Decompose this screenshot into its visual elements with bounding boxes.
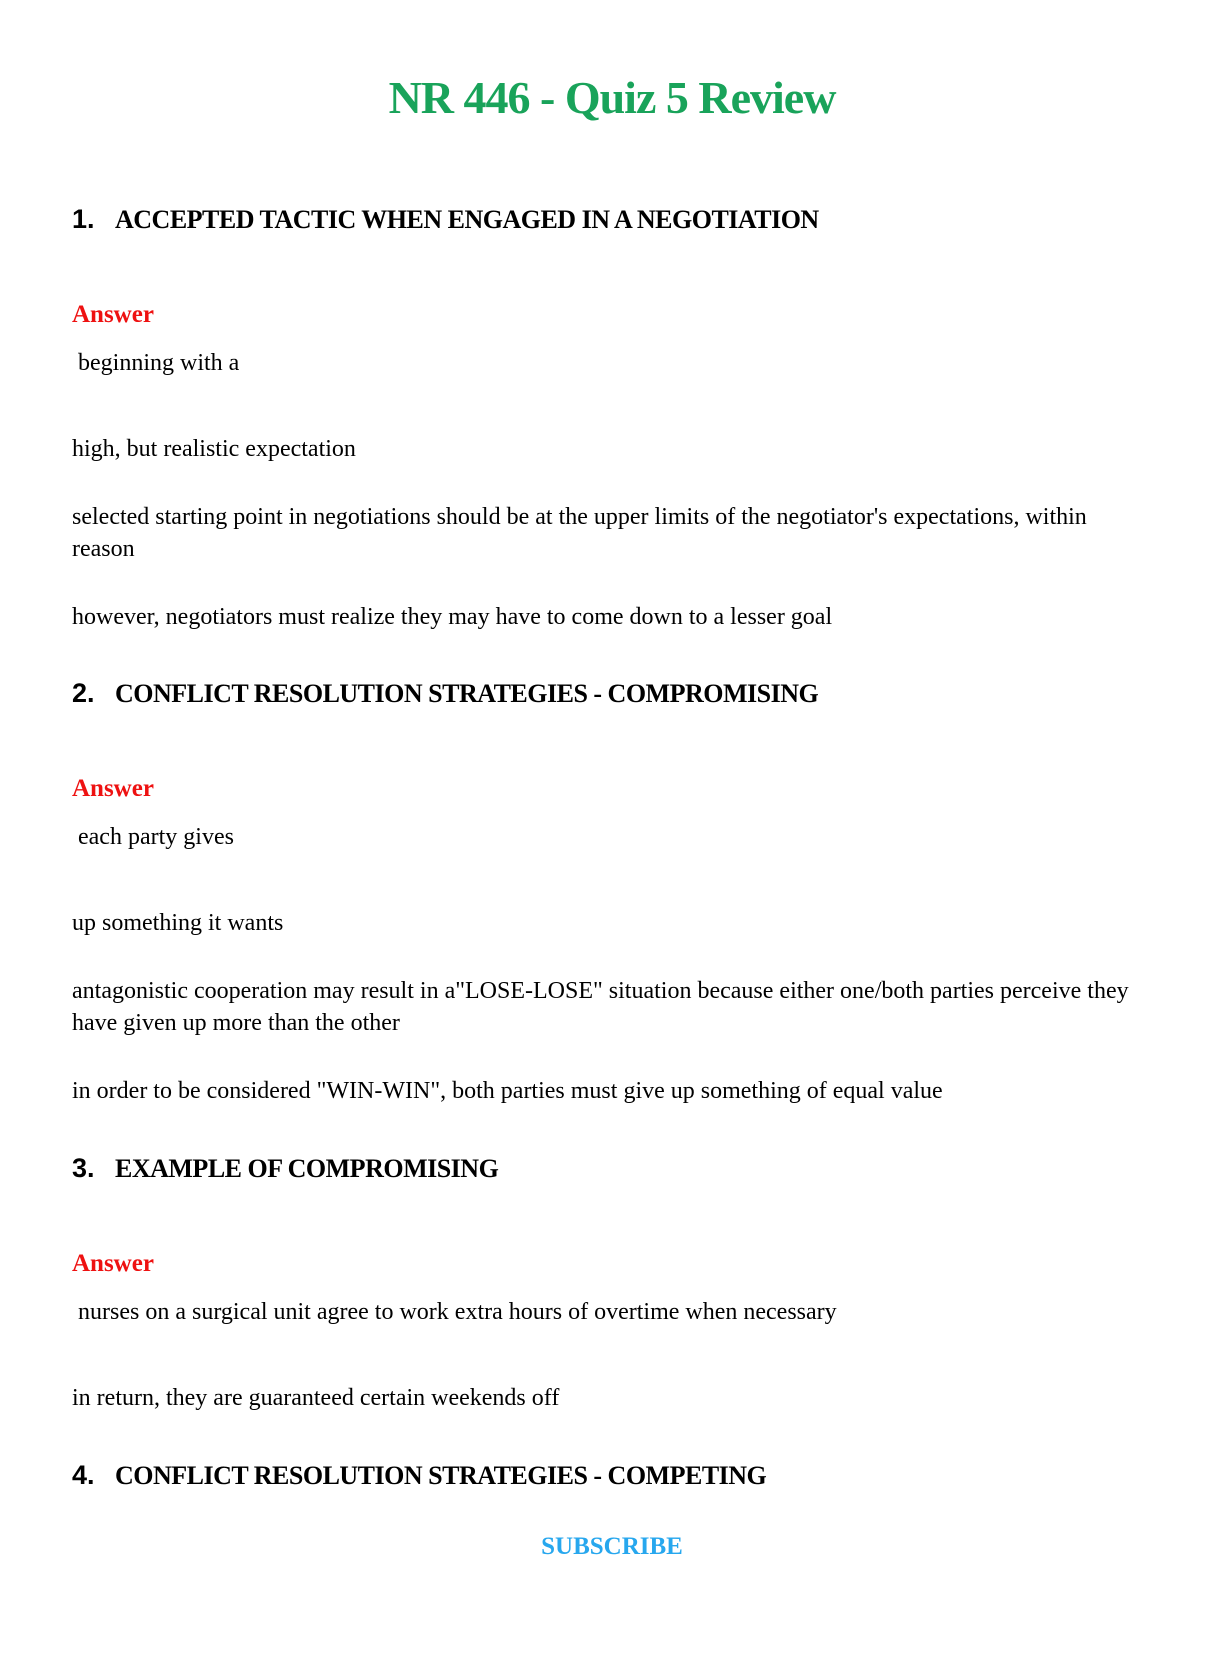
page-title: NR 446 - Quiz 5 Review	[388, 72, 836, 123]
answer-paragraph: in return, they are guaranteed certain weekends off	[72, 1384, 560, 1411]
question-item	[72, 1152, 1152, 1415]
question-item	[72, 203, 1152, 634]
answer-paragraphs	[72, 1297, 1152, 1415]
answer-paragraph: antagonistic cooperation may result in a"LOSE-LOSE" situation because either one/both parties perceive they have given up more than the other	[72, 978, 1135, 1037]
answer-block	[72, 299, 1152, 634]
answer-label: Answer	[72, 1249, 154, 1277]
question-list	[72, 203, 1152, 1493]
question-title: CONFLICT RESOLUTION STRATEGIES - COMPETING	[115, 1460, 767, 1490]
answer-block	[72, 773, 1152, 1108]
question-number: 2.	[72, 678, 95, 709]
question-number: 4.	[72, 1459, 95, 1490]
question-heading	[72, 1459, 1152, 1493]
question-item	[72, 1459, 1152, 1493]
page-footer	[72, 1533, 1152, 1561]
question-title: CONFLICT RESOLUTION STRATEGIES - COMPROMISING	[115, 679, 819, 709]
answer-paragraph: high, but realistic expectation	[72, 435, 356, 462]
question-title: ACCEPTED TACTIC WHEN ENGAGED IN A NEGOTIATION	[115, 204, 819, 234]
answer-paragraphs	[72, 348, 1152, 634]
question-heading	[72, 677, 1152, 711]
answer-paragraph: nurses on a surgical unit agree to work extra hours of overtime when necessary	[72, 1298, 837, 1325]
question-item	[72, 677, 1152, 1108]
document-page	[0, 72, 1224, 1656]
answer-paragraph: selected starting point in negotiations should be at the upper limits of the negotiator's expectations, within reason	[72, 503, 1093, 562]
question-heading	[72, 1152, 1152, 1186]
answer-paragraph: however, negotiators must realize they may have to come down to a lesser goal	[72, 603, 833, 630]
answer-label: Answer	[72, 300, 154, 328]
answer-label: Answer	[72, 775, 154, 803]
question-heading	[72, 203, 1152, 237]
subscribe-link[interactable]: SUBSCRIBE	[541, 1532, 683, 1560]
question-number: 3.	[72, 1152, 95, 1183]
answer-paragraph: each party gives	[72, 824, 234, 851]
answer-paragraphs	[72, 822, 1152, 1108]
answer-paragraph: in order to be considered "WIN-WIN", both parties must give up something of equal value	[72, 1078, 943, 1105]
answer-paragraph: beginning with a	[72, 349, 240, 376]
answer-paragraph: up something it wants	[72, 910, 284, 937]
question-title: EXAMPLE OF COMPROMISING	[115, 1153, 499, 1183]
answer-block	[72, 1248, 1152, 1415]
question-number: 1.	[72, 203, 95, 234]
